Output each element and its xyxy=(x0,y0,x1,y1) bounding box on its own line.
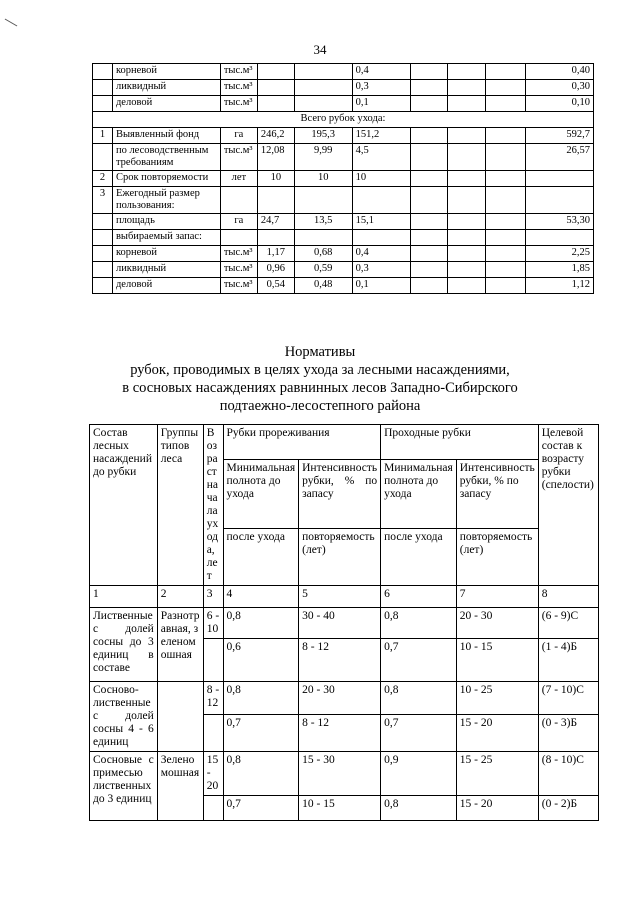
title-line: подтаежно-лесостепного района xyxy=(219,398,421,414)
table-row: корневой тыс.м³ 1,17 0,68 0,4 2,25 xyxy=(93,246,594,262)
header-composition: Состав лесных насаждений до рубки xyxy=(90,425,158,586)
header-passage: Проходные рубки xyxy=(381,425,539,460)
table-row: 0,7 8 - 12 0,7 15 - 20 (0 - 3)Б xyxy=(90,714,599,751)
page-number: 34 xyxy=(313,42,327,57)
scan-mark xyxy=(5,19,18,27)
header-thinning: Рубки прореживания xyxy=(223,425,381,460)
table-row: площадь га 24,7 13,5 15,1 53,30 xyxy=(93,214,594,230)
header-groups: Группы типов леса xyxy=(157,425,203,586)
table-row: корневой тыс.м³ 0,4 0,40 xyxy=(93,64,594,80)
table-row: Лиственные с долей сосны до 3 единиц в составе Разнотравная, зеленомошная 6 - 10 0,8 30 - 40 0,8 20 - 30 (6 - 9)С xyxy=(90,608,599,639)
norms-table xyxy=(89,424,599,821)
table-row: ликвидный тыс.м³ 0,3 0,30 xyxy=(93,80,594,96)
table-row: по лесоводственным требованиям тыс.м³ 12,08 9,99 4,5 26,57 xyxy=(93,144,594,171)
header-target: Целевой состав к возрасту рубки (спелости) xyxy=(538,425,598,586)
section-title-row: Всего рубок ухода: xyxy=(93,112,594,128)
table-row: деловой тыс.м³ 0,54 0,48 0,1 1,12 xyxy=(93,278,594,294)
table-row: Сосновые с примесью лиственных до 3 единиц Зеленомошная 15 - 20 0,8 15 - 30 0,9 15 - 25 (8 - 10)С xyxy=(90,752,599,796)
table-row: 0,6 8 - 12 0,7 10 - 15 (1 - 4)Б xyxy=(90,639,599,682)
header-row xyxy=(90,425,599,460)
continuation-table xyxy=(92,63,594,294)
table-row: 3 Ежегодный размер пользования: xyxy=(93,187,594,214)
title-line: Нормативы xyxy=(284,344,356,360)
title-line: рубок, проводимых в целях ухода за лесными насаждениями, xyxy=(130,362,510,378)
table-row: 1 Выявленный фонд га 246,2 195,3 151,2 592,7 xyxy=(93,128,594,144)
column-number-row: 1 2 3 4 5 6 7 8 xyxy=(90,586,599,608)
table-row: 0,7 10 - 15 0,8 15 - 20 (0 - 2)Б xyxy=(90,796,599,821)
header-row: после ухода повторяемость (лет) после ухода повторяемость (лет) xyxy=(90,529,599,586)
title-line: в сосновых насаждениях равнинных лесов Западно-Сибирского xyxy=(122,380,518,396)
table-row: Сосново-лиственные с долей сосны 4 - 6 единиц 8 - 12 0,8 20 - 30 0,8 10 - 25 (7 - 10)С xyxy=(90,682,599,715)
table-row: 2 Срок повторяемости лет 10 10 10 xyxy=(93,171,594,187)
header-row: Минимальная полнота до ухода Интенсивность рубки, % по запасу Минимальная полнота до ухода Интенсивность рубки, % по запасу xyxy=(90,460,599,529)
table-row: деловой тыс.м³ 0,1 0,10 xyxy=(93,96,594,112)
table-row: ликвидный тыс.м³ 0,96 0,59 0,3 1,85 xyxy=(93,262,594,278)
section-title xyxy=(0,343,640,415)
header-age: Возраст начала ухода, лет xyxy=(203,425,223,586)
table-row: выбираемый запас: xyxy=(93,230,594,246)
